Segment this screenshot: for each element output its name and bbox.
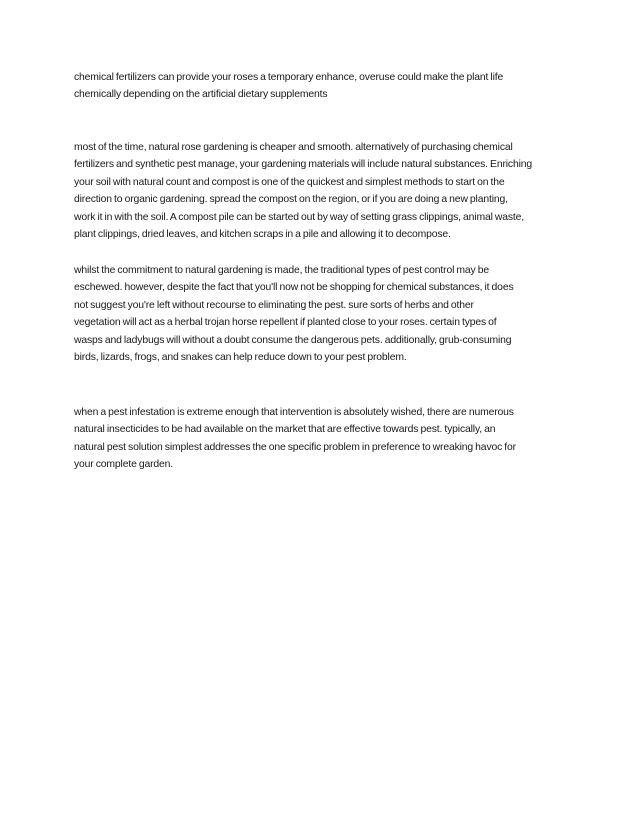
text-line: wasps and ladybugs will without a doubt consume the dangerous pets. additionally, grub-consuming: [74, 334, 512, 346]
text-line: work it in with the soil. A compost pile can be started out by way of setting grass clippings, animal waste,: [74, 211, 525, 223]
text-line: fertilizers and synthetic pest manage, your gardening materials will include natural substances. Enriching: [74, 159, 533, 171]
text-line: when a pest infestation is extreme enough that intervention is absolutely wished, there are numerous: [74, 407, 514, 418]
text-line: whilst the commitment to natural gardening is made, the traditional types of pest control may be: [74, 265, 489, 276]
text-line: most of the time, natural rose gardening is cheaper and smooth. alternatively of purchasing chemical: [74, 142, 513, 153]
text-line: chemically depending on the artificial dietary supplements: [74, 89, 328, 101]
paragraph-chemical-fertilizers: [74, 69, 574, 104]
text-line: your soil with natural count and compost is one of the quickest and simplest methods to start on the: [74, 176, 505, 188]
text-line: vegetation will act as a herbal trojan horse repellent if planted close to your roses. certain types of: [74, 317, 497, 329]
text-line: natural pest solution simplest addresses the one specific problem in preference to wreaking havoc for: [74, 441, 516, 453]
text-line: chemical fertilizers can provide your roses a temporary enhance, overuse could make the plant life: [74, 72, 504, 83]
text-line: not suggest you're left without recourse to eliminating the pest. sure sorts of herbs and other: [74, 299, 474, 311]
paragraph-pest-control: [74, 262, 574, 366]
paragraph-organic-gardening: [74, 139, 574, 243]
paragraph-natural-insecticides: [74, 404, 574, 474]
text-line: direction to organic gardening. spread the compost on the region, or if you are doing a new planting,: [74, 194, 508, 206]
text-line: natural insecticides to be had available on the market that are effective towards pest. typically, an: [74, 424, 496, 436]
text-line: plant clippings, dried leaves, and kitchen scraps in a pile and allowing it to decompose.: [74, 229, 451, 241]
text-line: birds, lizards, frogs, and snakes can help reduce down to your pest problem.: [74, 352, 407, 364]
text-line: your complete garden.: [74, 459, 174, 471]
text-line: eschewed. however, despite the fact that you'll now not be shopping for chemical substances, it does: [74, 282, 514, 294]
